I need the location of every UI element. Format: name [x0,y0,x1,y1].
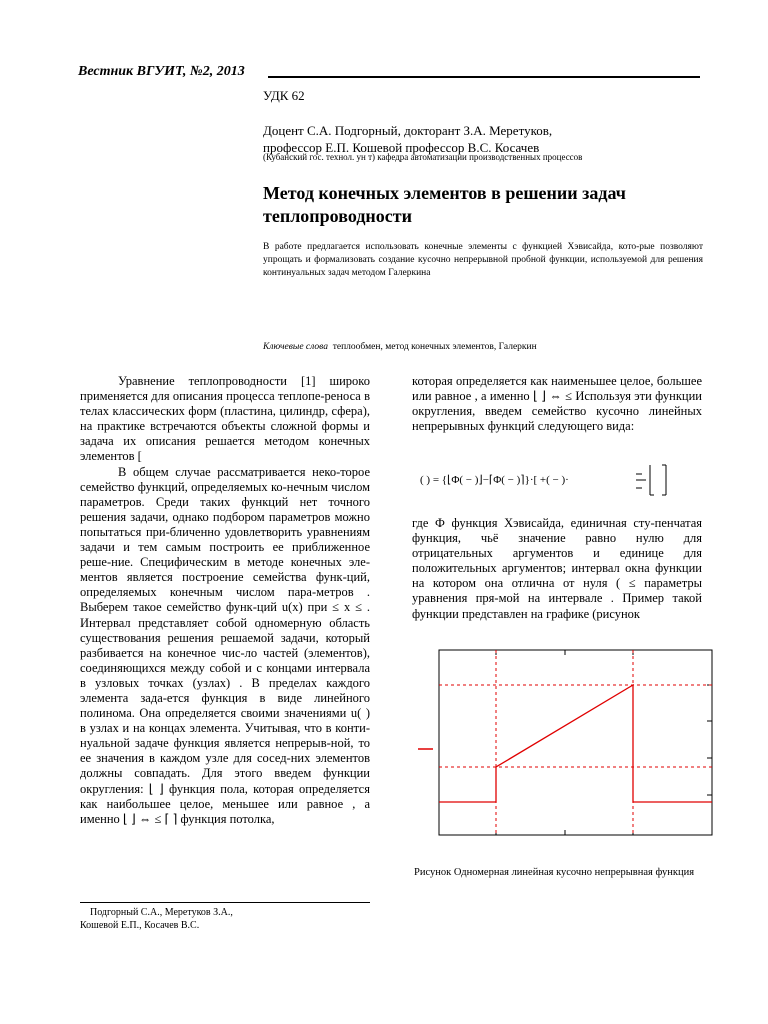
piecewise-function-line [439,685,712,802]
keywords-label: Ключевые слова [263,342,328,352]
abstract: В работе предлагается использовать конечные элементы с функцией Хэвисайда, кото-рые позволяют упрощать и формализовать создание кусочно непрерывной пробной функции, используемой для решения континуальных задач методом Галеркина [263,242,703,278]
right-para-2: где Ф функция Хэвисайда, единичная сту-пенчатая функция, чьё значение равно нулю для отрицательных аргументов и единице для положительных аргументов; интервал окна функции на котором она отлична от нуля ( ≤ параметры уравнения пря-мой на интервале . Пример такой функции представлен на графике (рисунок [412,516,702,621]
article-title [263,182,703,228]
formula-brackets [420,463,682,497]
column-right-bottom [412,516,702,622]
footnote-line-1: Подгорный С.А., Меретуков З.А., [90,907,233,918]
header-rule [268,76,700,78]
column-left [80,374,370,827]
udk-code: УДК 62 [263,88,305,103]
authors-block [263,122,552,156]
left-para-1: Уравнение теплопроводности [1] широко применяется для описания процесса теплопе-реноса в телах классических форм (пластина, цилиндр, сфера), на практике встречаются объекты сложной формы и задача их описания решается методом конечных элементов [ [80,374,370,464]
right-para-1: которая определяется как наименьшее целое, большее или равное , а именно ⌊ ⌋ ⇔ ≤ Используя эти функции округления, введем семейство кусочно линейных непрерывных функций следующего вида: [412,374,702,434]
column-right-top [412,374,702,434]
keywords [263,342,537,352]
footnote-line-2: Кошевой Е.П., Косачев В.С. [80,920,200,931]
footnote [80,906,233,932]
formula [420,463,682,497]
figure-caption: Рисунок Одномерная линейная кусочно непрерывная функция [414,867,695,878]
title-line-1: Метод конечных элементов в решении задач [263,183,626,203]
affiliation: (Кубанский гос. технол. ун т) кафедра автоматизации производственных процессов [263,152,583,162]
figure-plot [415,648,715,858]
title-line-2: теплопроводности [263,206,412,226]
plot-frame [439,650,712,835]
authors-line-2: профессор Е.П. Кошевой профессор В.С. Косачев [263,140,540,155]
footnote-rule [80,902,370,903]
left-para-2: В общем случае рассматривается неко-торое семейство функций, определяемых ко-нечным числом параметров. Среди таких функций нет точного решения задачи, однако подбором параметров можно попытаться при-бличенно удовлетворить уравнениям задачи и тем самым построить ее приближенное реше-ние. Специфическим в методе конечных эле-ментов является построение семейства функ-ций, определяемых конечным числом пара-метров . Выберем такое семейство функ-ций u(x) при ≤ x ≤ . Интервал представляет собой одномерную область существования решения решаемой задачи, который разбивается на конечное чис-ло частей (элементов), соединяющихся между собой и с концами интервала в узловых точках (узлах) . В пределах каждого элемента зада-ется функция в виде линейного полинома. Она определяется своими значениями u( ) в узлах и на концах элемента. Учитывая, что в конти-нуальной задаче функция является непрерыв-ной, то ее значения в каждом узле для сосед-них элементов должны совпадать. Для этого введем функции округления: ⌊ ⌋ функция пола, которая определяется как наибольшее целое, меньшее или равное , а именно ⌊ ⌋ ⇔ ≤ ⌈ ⌉ функция потолка, [80,464,370,826]
keywords-text: теплообмен, метод конечных элементов, Галеркин [332,342,537,352]
journal-header: Вестник ВГУИТ, №2, 2013 [78,64,245,79]
authors-line-1: Доцент С.А. Подгорный, докторант З.А. Меретуков, [263,123,553,138]
formula-text: ( ) = {⌊Φ( − )⌋−⌈Φ( − )⌉}·[ +( − )· [420,474,569,486]
